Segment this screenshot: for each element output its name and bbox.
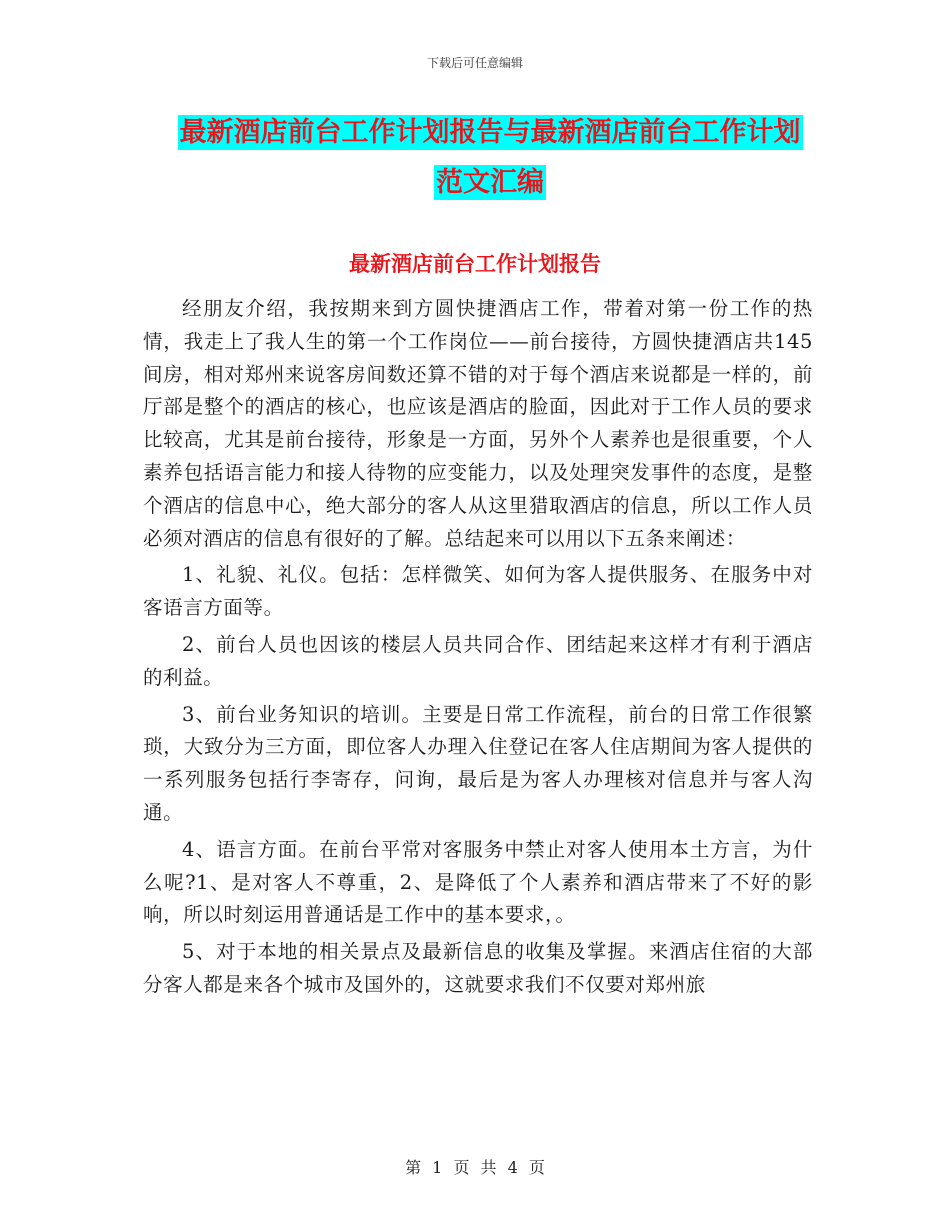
body-text xyxy=(143,293,813,1006)
page-number: 第 1 页 共 4 页 xyxy=(405,1158,545,1177)
paragraph-item-1: 1、礼貌、礼仪。包括：怎样微笑、如何为客人提供服务、在服务中对客语言方面等。 xyxy=(143,563,813,620)
header-note: 下载后可任意编辑 xyxy=(426,56,523,70)
paragraph-item-4: 4、语言方面。在前台平常对客服务中禁止对客人使用本土方言，为什么呢?1、是对客人不尊重，2、是降低了个人素养和酒店带来了不好的影响，所以时刻运用普通话是工作中的基本要求，。 xyxy=(143,837,813,927)
paragraph-item-3: 3、前台业务知识的培训。主要是日常工作流程，前台的日常工作很繁琐，大致分为三方面，即位客人办理入住登记在客人住店期间为客人提供的一系列服务包括行李寄存，问询，最后是为客人办理核对信息并与客人沟通。 xyxy=(143,702,813,824)
paragraph-item-5: 5、对于本地的相关景点及最新信息的收集及掌握。来酒店住宿的大部分客人都是来各个城市及国外的，这就要求我们不仅要对郑州旅 xyxy=(143,940,813,996)
paragraph-item-2: 2、前台人员也因该的楼层人员共同合作、团结起来这样才有利于酒店的利益。 xyxy=(143,632,813,689)
document-title-line-2: 范文汇编 xyxy=(436,167,544,198)
paragraph-intro: 经朋友介绍，我按期来到方圆快捷酒店工作，带着对第一份工作的热情，我走上了我人生的第一个工作岗位——前台接待，方圆快捷酒店共145间房，相对郑州来说客房间数还算不错的对于每个酒店来说都是一样的，前厅部是整个的酒店的核心，也应该是酒店的脸面，因此对于工作人员的要求比较高，尤其是前台接待，形象是一方面，另外个人素养也是很重要，个人素养包括语言能力和接人待物的应变能力，以及处理突发事件的态度，是整个酒店的信息中心，绝大部分的客人从这里猎取酒店的信息，所以工作人员必须对酒店的信息有很好的了解。总结起来可以用以下五条来阐述： xyxy=(143,297,813,550)
document-title xyxy=(160,108,820,208)
document-title-line-1: 最新酒店前台工作计划报告与最新酒店前台工作计划 xyxy=(179,117,801,148)
section-title: 最新酒店前台工作计划报告 xyxy=(349,252,601,276)
